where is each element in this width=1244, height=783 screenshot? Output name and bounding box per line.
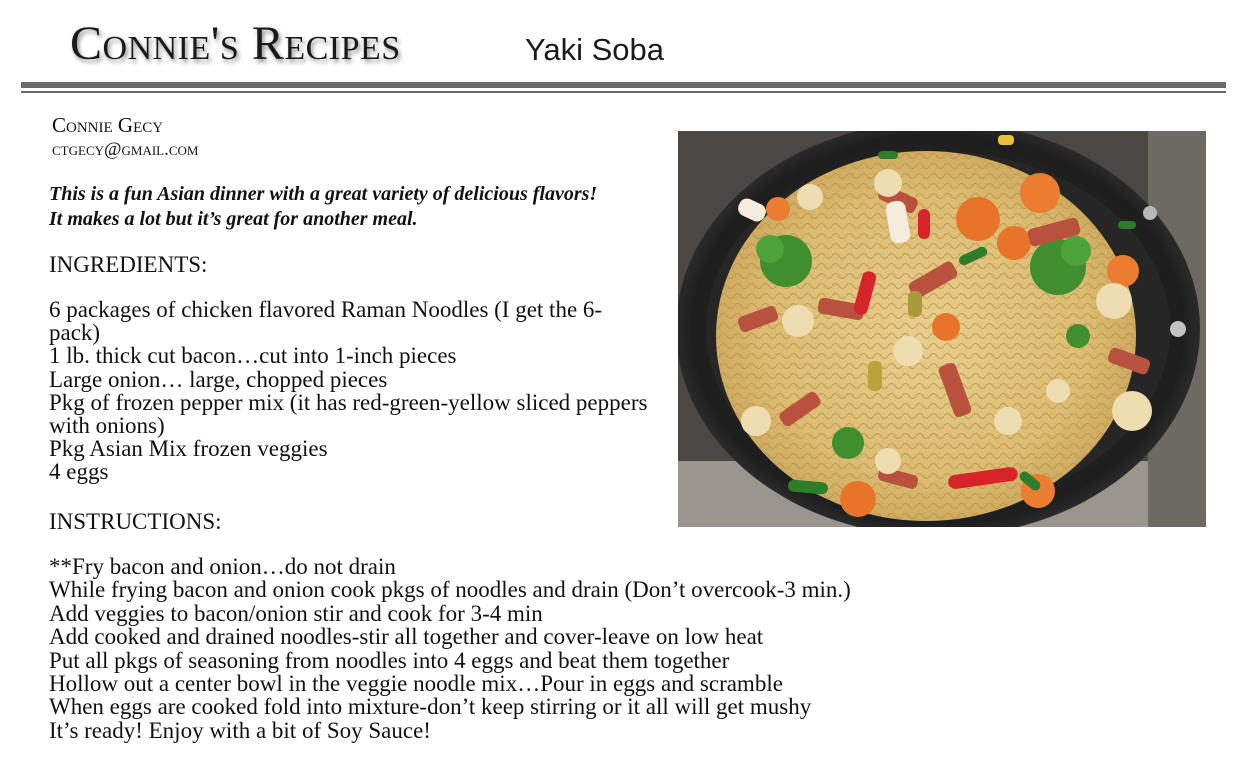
instructions-list bbox=[49, 555, 851, 742]
recipe-intro bbox=[49, 182, 597, 232]
instruction-step: **Fry bacon and onion…do not drain bbox=[49, 554, 396, 579]
header-rule-thin bbox=[21, 91, 1226, 93]
instruction-step: Add veggies to bacon/onion stir and cook for 3-4 min bbox=[49, 600, 543, 626]
ingredients-heading: INGREDIENTS: bbox=[49, 252, 208, 277]
instructions-heading: INSTRUCTIONS: bbox=[49, 509, 222, 534]
ingredient-item: 4 eggs bbox=[49, 459, 109, 485]
instruction-step: Hollow out a center bowl in the veggie noodle mix…Pour in eggs and scramble bbox=[49, 671, 783, 697]
site-brand: Connie's Recipes bbox=[70, 17, 401, 70]
ingredient-item: 1 lb. thick cut bacon…cut into 1-inch pieces bbox=[49, 343, 457, 369]
ingredient-item: Pkg of frozen pepper mix (it has red-green-yellow sliced peppers with onions) bbox=[49, 389, 648, 439]
instruction-step: When eggs are cooked fold into mixture-don’t keep stirring or it all will get mushy bbox=[49, 694, 812, 720]
ingredient-item: Pkg Asian Mix frozen veggies bbox=[49, 436, 328, 462]
instruction-step: It’s ready! Enjoy with a bit of Soy Sauce! bbox=[49, 717, 431, 743]
intro-line: This is a fun Asian dinner with a great variety of delicious flavors! bbox=[49, 183, 598, 205]
intro-line: It makes a lot but it’s great for another meal. bbox=[49, 208, 418, 230]
wok-illustration bbox=[678, 131, 1206, 527]
author-name: Connie Gecy bbox=[52, 113, 164, 137]
author-email: ctgecy@gmail.com bbox=[52, 139, 199, 160]
header-rule-thick bbox=[21, 82, 1226, 88]
ingredient-item: Large onion… large, chopped pieces bbox=[49, 366, 388, 392]
recipe-title: Yaki Soba bbox=[525, 32, 665, 67]
instruction-step: Put all pkgs of seasoning from noodles into 4 eggs and beat them together bbox=[49, 647, 730, 673]
ingredient-item: 6 packages of chicken flavored Raman Noodles (I get the 6-pack) bbox=[49, 297, 603, 346]
yaki-soba-photo bbox=[678, 131, 1206, 527]
ingredients-list bbox=[49, 298, 649, 484]
instruction-step: While frying bacon and onion cook pkgs of noodles and drain (Don’t overcook-3 min.) bbox=[49, 577, 851, 603]
instruction-step: Add cooked and drained noodles-stir all together and cover-leave on low heat bbox=[49, 624, 764, 650]
